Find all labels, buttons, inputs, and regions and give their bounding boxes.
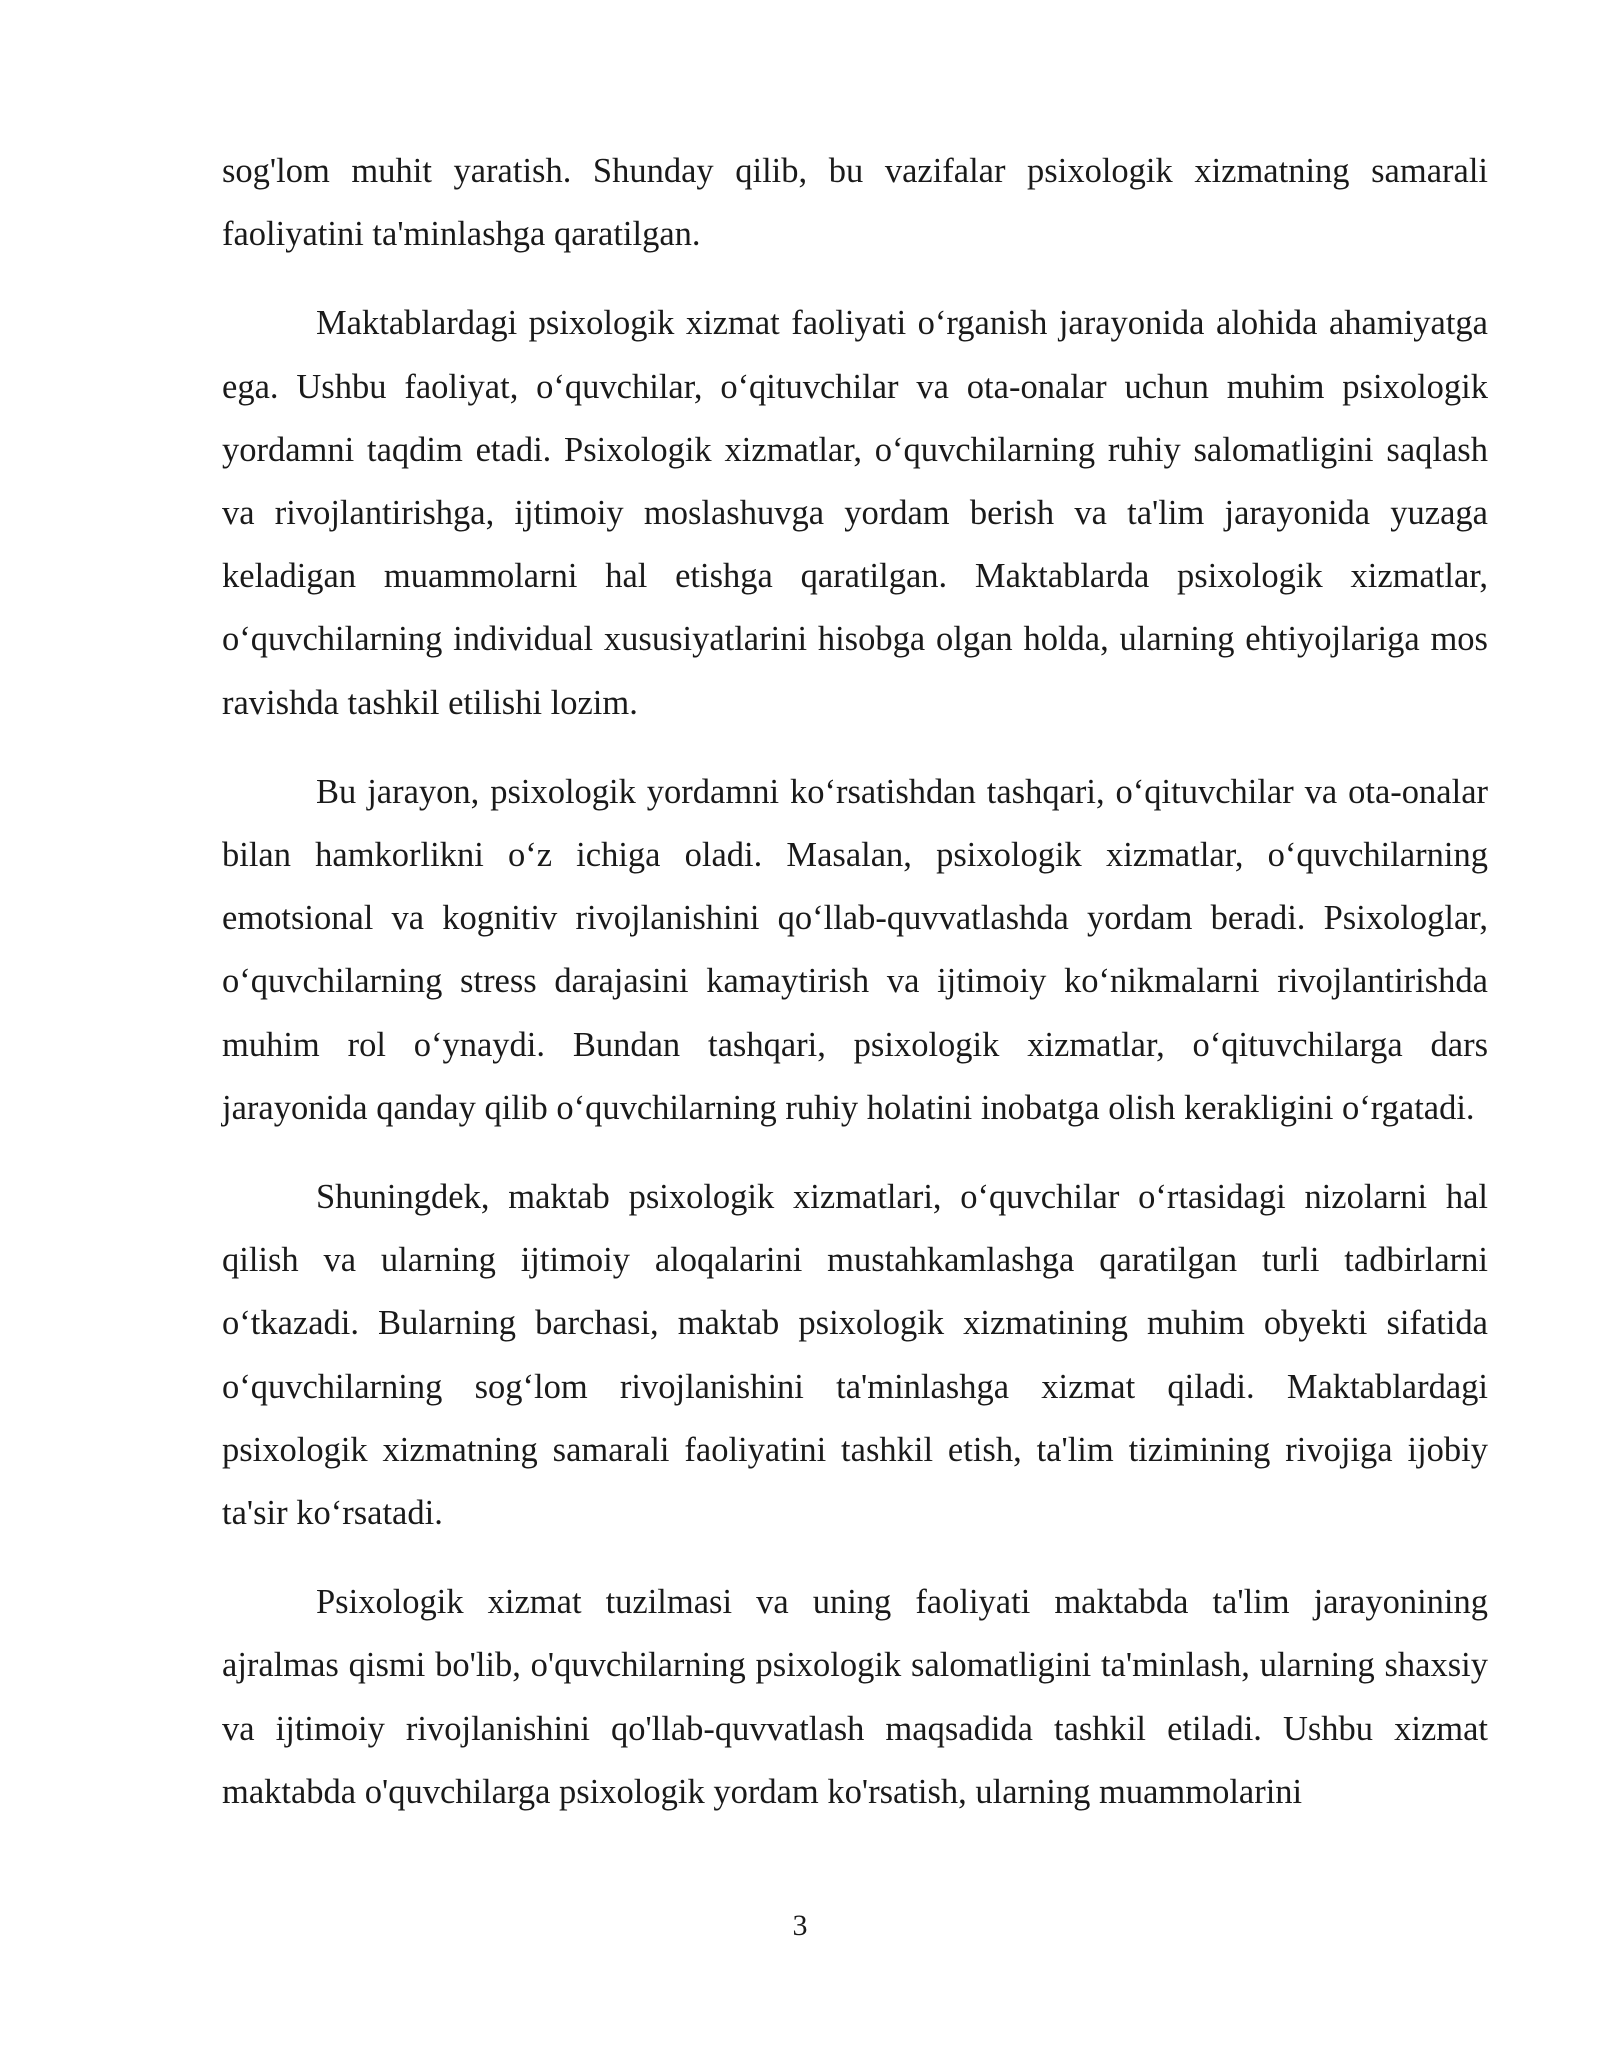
document-body (222, 140, 1488, 1850)
paragraph-1: sog'lom muhit yaratish. Shunday qilib, bu vazifalar psixologik xizmatning samarali faoliyatini ta'minlashga qaratilgan. (222, 152, 1488, 254)
page-number: 3 (792, 1909, 808, 1942)
paragraph-3: Bu jarayon, psixologik yordamni ko‘rsatishdan tashqari, o‘qituvchilar va ota-onalar bilan hamkorlikni o‘z ichiga oladi. Masalan, psixologik xizmatlar, o‘quvchilarning emotsional va kognitiv rivojlanishini qo‘llab-quvvatlashda yordam beradi. Psixologlar, o‘quvchilarning stress darajasini kamaytirish va ijtimoiy ko‘nikmalarni rivojlantirishda muhim rol o‘ynaydi. Bundan tashqari, psixologik xizmatlar, o‘qituvchilarga dars jarayonida qanday qilib o‘quvchilarning ruhiy holatini inobatga olish kerakligini o‘rgatadi. (222, 772, 1488, 1127)
paragraph-4: Shuningdek, maktab psixologik xizmatlari, o‘quvchilar o‘rtasidagi nizolarni hal qilish va ularning ijtimoiy aloqalarini mustahkamlashga qaratilgan turli tadbirlarni o‘tkazadi. Bularning barchasi, maktab psixologik xizmatining muhim obyekti sifatida o‘quvchilarning sog‘lom rivojlanishini ta'minlashga xizmat qiladi. Maktablardagi psixologik xizmatning samarali faoliyatini tashkil etish, ta'lim tizimining rivojiga ijobiy ta'sir ko‘rsatadi. (222, 1178, 1488, 1533)
paragraph-2: Maktablardagi psixologik xizmat faoliyati o‘rganish jarayonida alohida ahamiyatga ega. Ushbu faoliyat, o‘quvchilar, o‘qituvchilar va ota-onalar uchun muhim psixologik yordamni taqdim etadi. Psixologik xizmatlar, o‘quvchilarning ruhiy salomatligini saqlash va rivojlantirishga, ijtimoiy moslashuvga yordam berish va ta'lim jarayonida yuzaga keladigan muammolarni hal etishga qaratilgan. Maktablarda psixologik xizmatlar, o‘quvchilarning individual xususiyatlarini hisobga olgan holda, ularning ehtiyojlariga mos ravishda tashkil etilishi lozim. (222, 304, 1488, 722)
paragraph-5: Psixologik xizmat tuzilmasi va uning faoliyati maktabda ta'lim jarayonining ajralmas qismi bo'lib, o'quvchilarning psixologik salomatligini ta'minlash, ularning shaxsiy va ijtimoiy rivojlanishini qo'llab-quvvatlash maqsadida tashkil etiladi. Ushbu xizmat maktabda o'quvchilarga psixologik yordam ko'rsatish, ularning muammolarini (222, 1583, 1488, 1811)
